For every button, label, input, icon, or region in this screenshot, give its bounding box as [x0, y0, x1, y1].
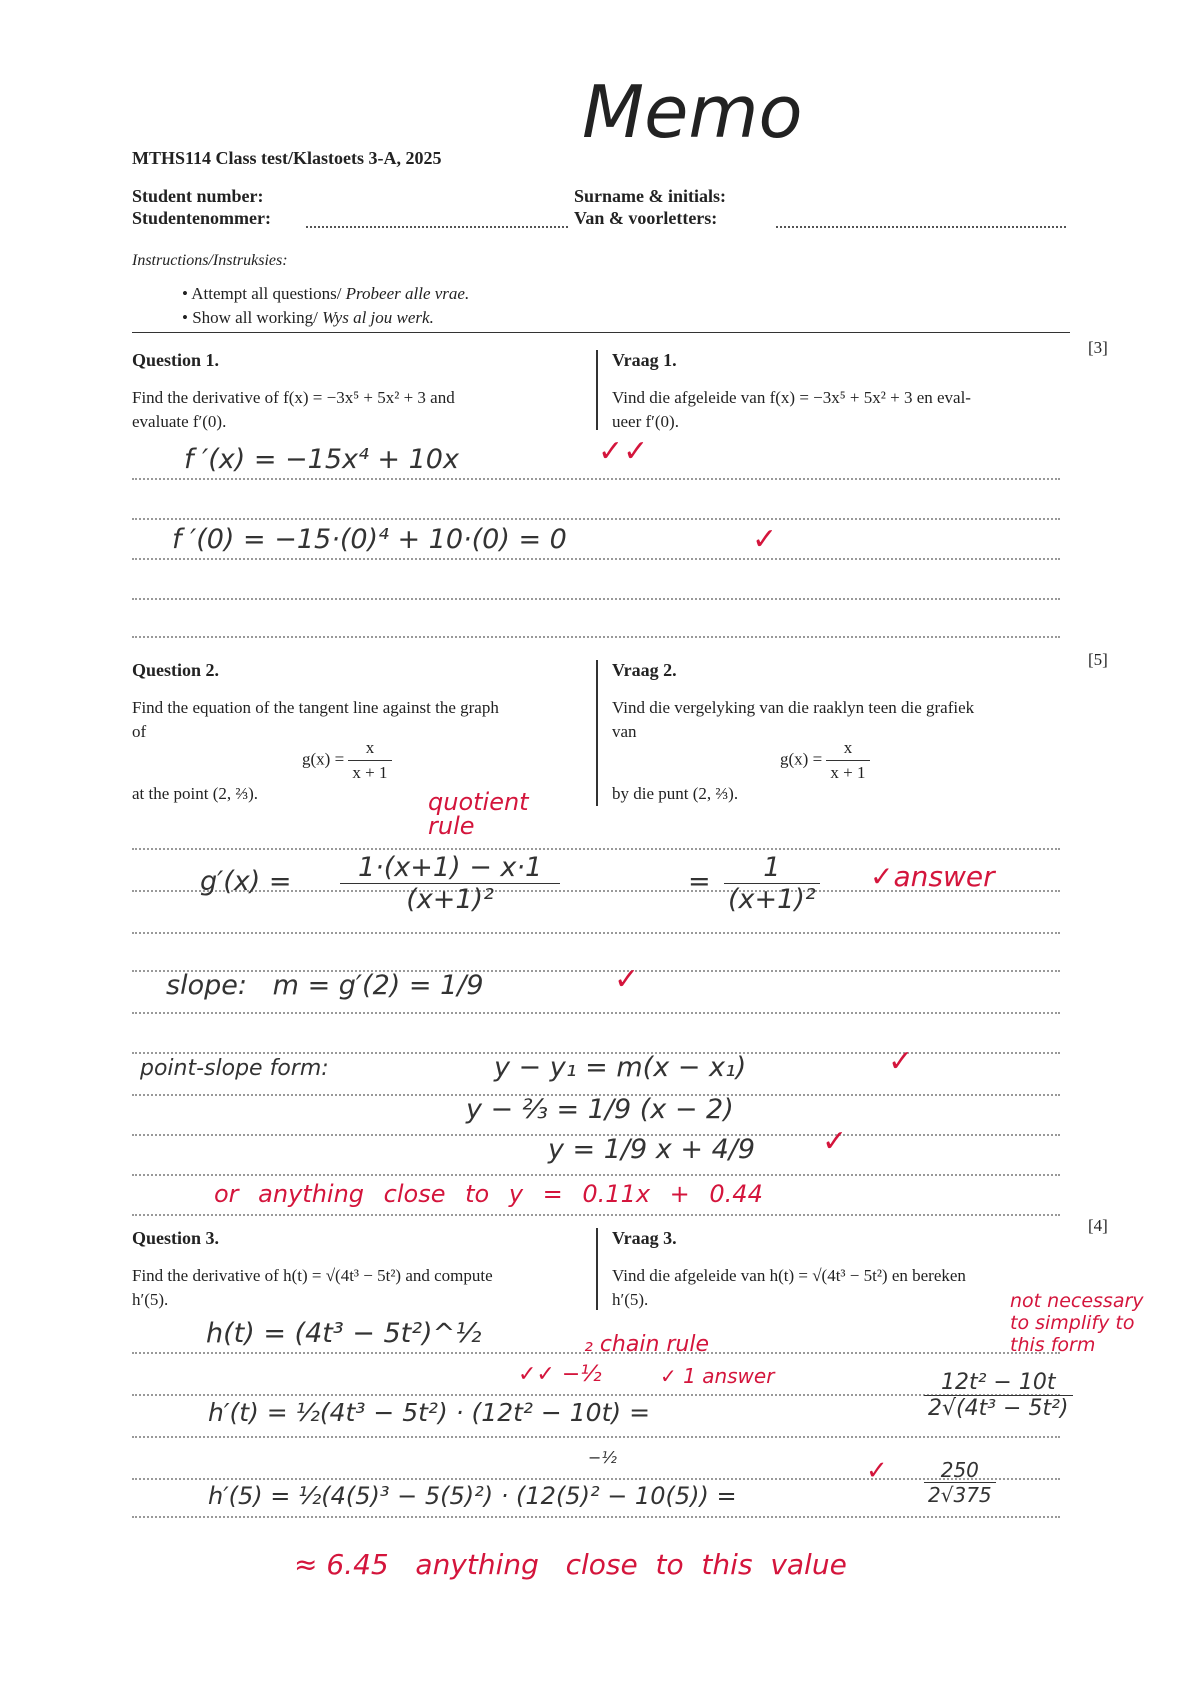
- answer-line: [132, 518, 1060, 520]
- answer-line: [132, 1174, 1060, 1176]
- q2-gprime-lhs: g′(x) =: [200, 866, 292, 897]
- q2-point-af: by die punt (2, ⅔).: [612, 784, 739, 803]
- answer-line: [132, 1478, 1060, 1480]
- q2-answer-mark: ✓answer: [870, 860, 995, 893]
- q2-text-en: Find the equation of the tangent line against the graph of: [132, 698, 499, 741]
- q2-close-note: or anything close to y = 0.11x + 0.44: [214, 1180, 763, 1208]
- answer-line: [132, 478, 1060, 480]
- q2-gprime-frac: $\frac{1\cdot(x+1) - x\cdot 1}{\text{(x+1)²}}$: [340, 852, 560, 915]
- instructions-label: Instructions/Instruksies:: [132, 252, 288, 269]
- answer-line: [132, 1436, 1060, 1438]
- q3-text-af: Vind die afgeleide van h(t) = √(4t³ − 5t²) en bereken h′(5).: [612, 1266, 966, 1309]
- answer-line: [132, 848, 1060, 850]
- answer-line: [132, 932, 1060, 934]
- q2-slope-tick: ✓: [614, 962, 640, 997]
- q3-not-necessary: not necessary to simplify to this form: [1010, 1290, 1144, 1356]
- instruction-item: • Show all working/ Wys al jou werk.: [182, 308, 434, 327]
- q3-chain-note: ₂ chain rule: [584, 1332, 710, 1357]
- divider: [132, 332, 1070, 333]
- student-number-field[interactable]: [306, 226, 568, 228]
- q1-answer-1: f ′(x) = −15x⁴ + 10x: [184, 444, 459, 475]
- q2-formula-en: g(x) = $\frac{x}{x + 1}$: [302, 736, 392, 785]
- student-number-label: Student number:: [132, 186, 264, 206]
- surname-field[interactable]: [776, 226, 1066, 228]
- surname-label: Surname & initials:: [574, 186, 727, 206]
- answer-line: [132, 636, 1060, 638]
- answer-line: [132, 1214, 1060, 1216]
- q3-divider: [596, 1228, 598, 1310]
- test-title: MTHS114 Class test/Klastoets 3-A, 2025: [132, 148, 442, 168]
- answer-line: [132, 558, 1060, 560]
- q3-hprime: h′(t) = ½(4t³ − 5t²) · (12t² − 10t) =: [208, 1398, 651, 1427]
- q2-quotient-note: quotient rule: [428, 788, 529, 840]
- q1-text-en: Find the derivative of f(x) = −3x⁵ + 5x² + 3 and evaluate f′(0).: [132, 388, 455, 431]
- q3-title-en: Question 3.: [132, 1228, 220, 1248]
- q3-text-en: Find the derivative of h(t) = √(4t³ − 5t²) and compute h′(5).: [132, 1266, 493, 1309]
- q2-divider: [596, 660, 598, 806]
- q2-simplified: $\frac{1}{\text{(x+1)²}}$: [724, 852, 820, 915]
- q3-marks: [4]: [1088, 1216, 1108, 1235]
- q3-title-af: Vraag 3.: [612, 1228, 677, 1248]
- student-number-label-af: Studentenommer:: [132, 208, 271, 228]
- memo-title: Memo: [582, 70, 803, 154]
- q2-eq: =: [688, 866, 711, 897]
- q2-text-af: Vind die vergelyking van die raaklyn teen die grafiek van: [612, 698, 975, 741]
- q2-ps-tick-2: ✓: [822, 1124, 848, 1159]
- q1-title-en: Question 1.: [132, 350, 220, 370]
- q3-h5-frac: $\frac{250}{2√375}$: [924, 1458, 996, 1507]
- q2-point-en: at the point (2, ⅔).: [132, 784, 259, 803]
- q2-title-af: Vraag 2.: [612, 660, 677, 680]
- q3-approx-note: ≈ 6.45 anything close to this value: [294, 1548, 847, 1581]
- q3-hprime-frac: $\frac{\text{12t² − 10t}}{\text{2√(4t³ − 5t²)}}$: [924, 1370, 1073, 1421]
- q2-point-slope-label: point-slope form:: [140, 1056, 329, 1081]
- q2-point-slope-2: y − ⅔ = 1/9 (x − 2): [466, 1094, 734, 1125]
- q2-marks: [5]: [1088, 650, 1108, 669]
- answer-line: [132, 1394, 1060, 1396]
- q2-title-en: Question 2.: [132, 660, 220, 680]
- q1-tick-2: ✓: [752, 522, 778, 557]
- q2-formula-af: g(x) = $\frac{x}{x + 1}$: [780, 736, 870, 785]
- q2-ps-tick-1: ✓: [888, 1044, 914, 1079]
- q3-ticks-a: ✓✓ −½: [518, 1362, 602, 1387]
- q1-text-af: Vind die afgeleide van f(x) = −3x⁵ + 5x² + 3 en eval- ueer f′(0).: [612, 388, 971, 431]
- q1-title-af: Vraag 1.: [612, 350, 677, 370]
- answer-line: [132, 1012, 1060, 1014]
- q1-answer-2: f ′(0) = −15·(0)⁴ + 10·(0) = 0: [172, 524, 567, 555]
- answer-line: [132, 1516, 1060, 1518]
- q3-ticks-b: ✓ 1 answer: [660, 1364, 775, 1388]
- instruction-item: • Attempt all questions/ Probeer alle vrae.: [182, 284, 470, 303]
- q2-point-slope-3: y = 1/9 x + 4/9: [548, 1134, 756, 1165]
- q1-tick-1: ✓✓: [598, 434, 649, 469]
- q2-point-slope-1: y − y₁ = m(x − x₁): [494, 1052, 747, 1083]
- answer-line: [132, 598, 1060, 600]
- q1-divider: [596, 350, 598, 430]
- q3-h5: h′(5) = ½(4(5)³ − 5(5)²) · (12(5)² − 10(5)) =: [208, 1482, 737, 1510]
- q3-h: h(t) = (4t³ − 5t²)^½: [206, 1318, 482, 1349]
- q3-h5-exp: −½: [588, 1448, 617, 1467]
- q3-h5-tick: ✓: [866, 1456, 888, 1486]
- surname-label-af: Van & voorletters:: [574, 208, 718, 228]
- q1-marks: [3]: [1088, 338, 1108, 357]
- q2-slope: slope: m = g′(2) = 1/9: [166, 970, 484, 1001]
